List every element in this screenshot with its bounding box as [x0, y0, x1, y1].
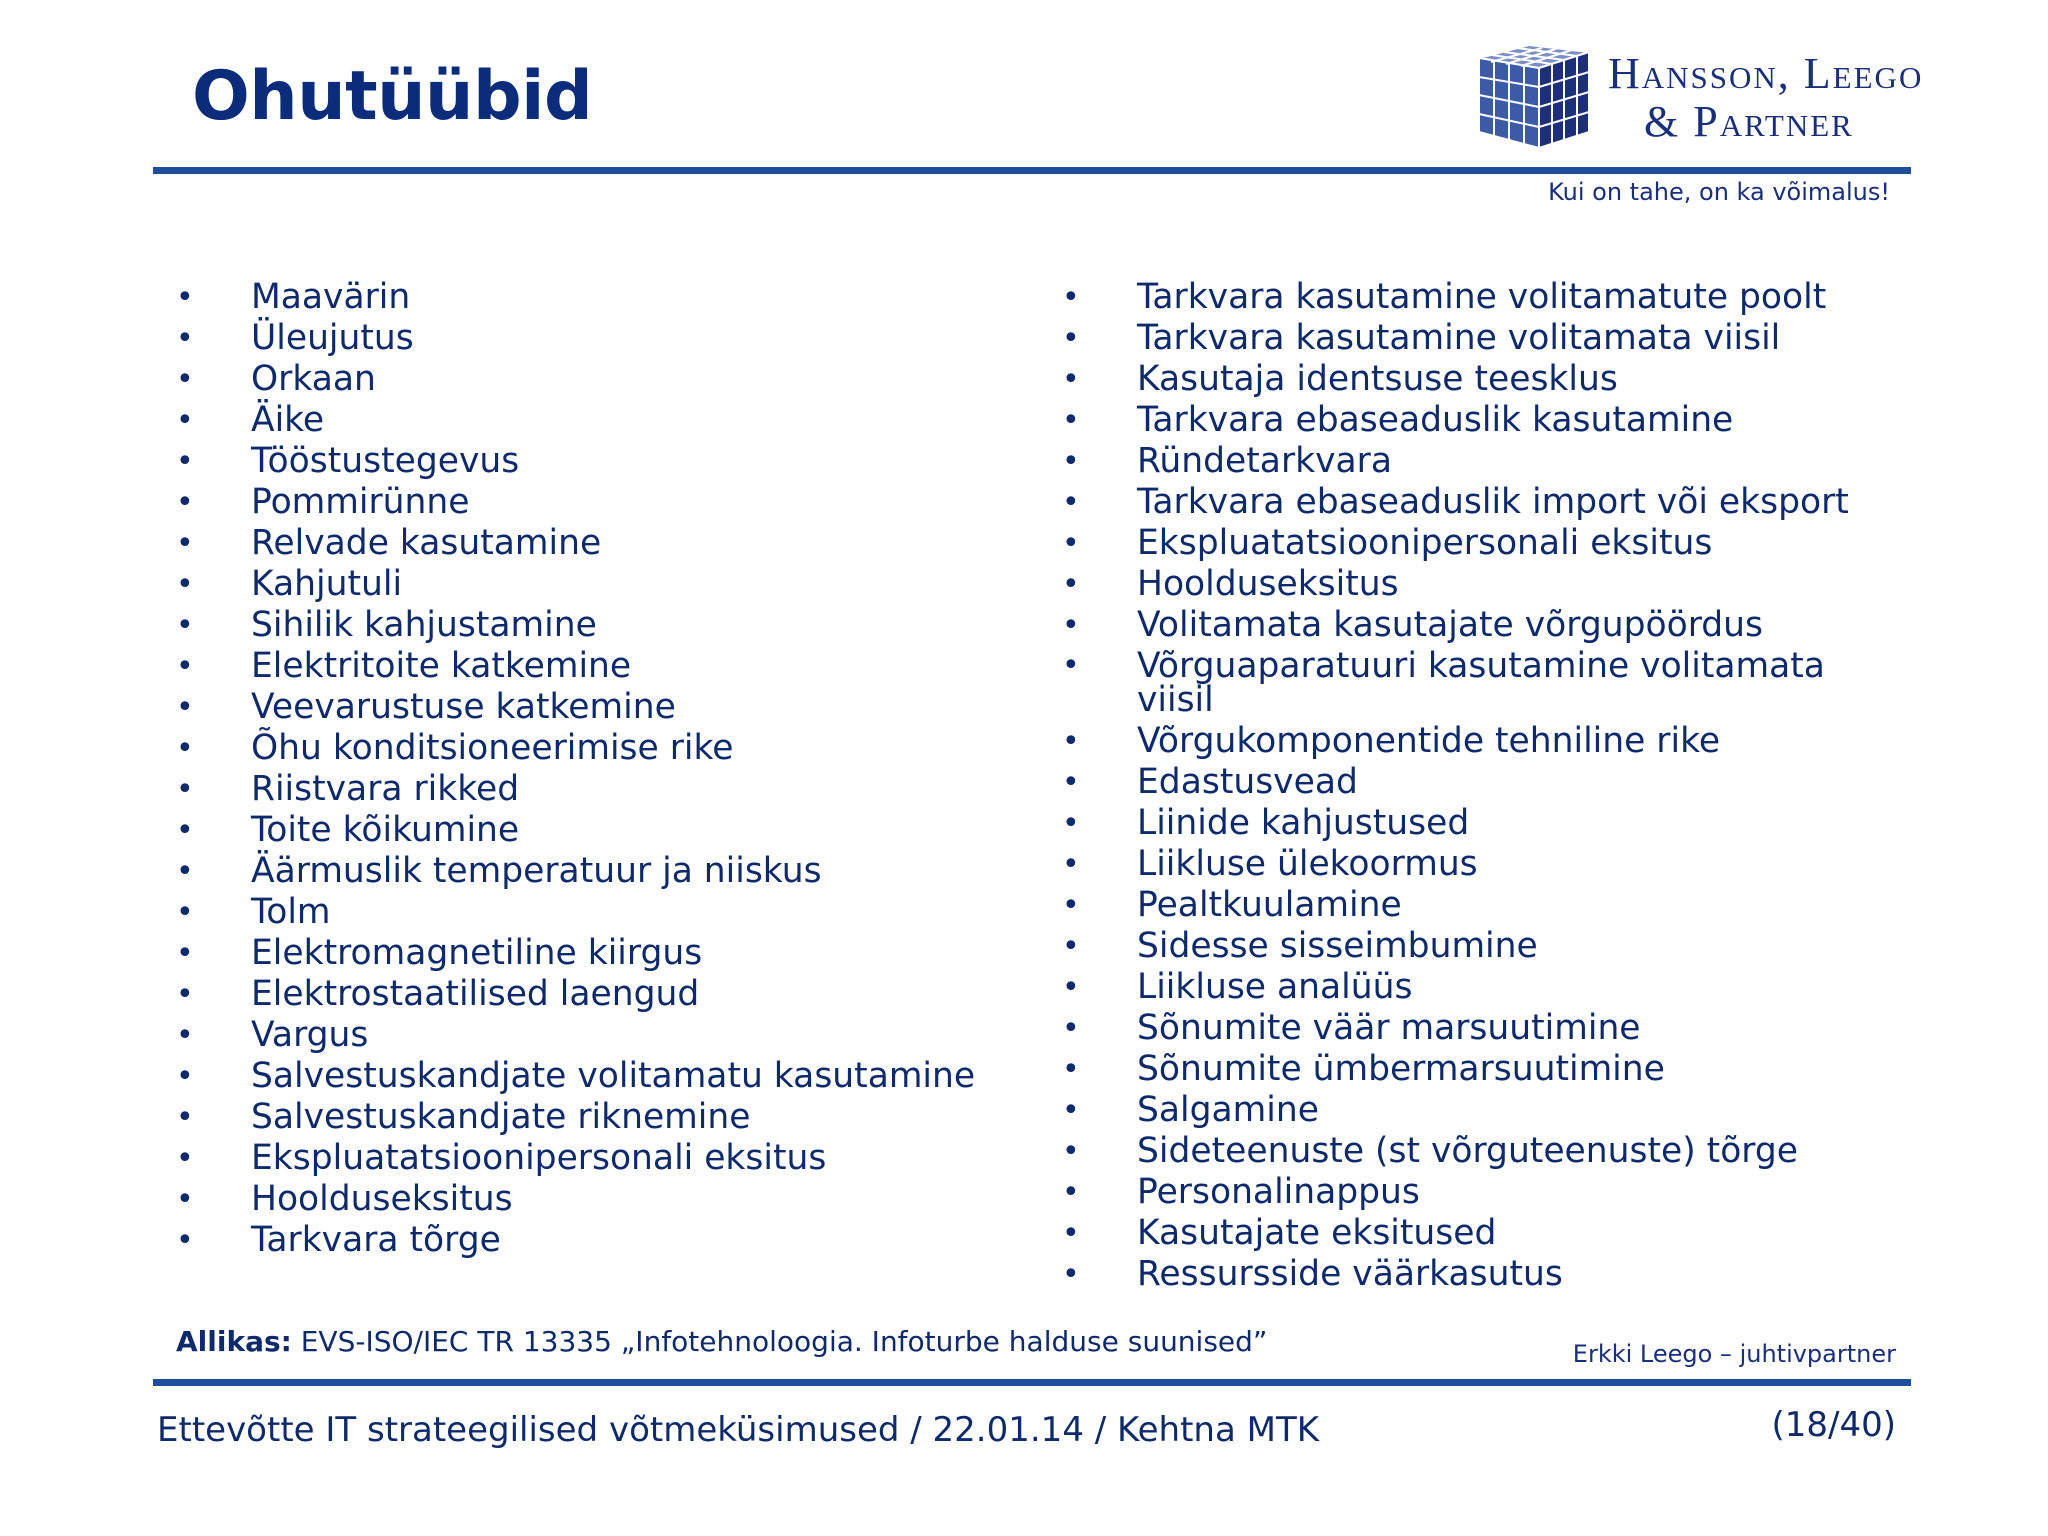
list-item [1062, 318, 1892, 359]
list-item-text: Volitamata kasutajate võrgupöördus [1137, 605, 1764, 645]
list-item-text: Toite kõikumine [251, 810, 520, 850]
bullet: • [1062, 1052, 1080, 1087]
list-item-text: Elektromagnetiline kiirgus [251, 933, 703, 973]
list-item-text: Õhu konditsioneerimise rike [251, 728, 734, 768]
list-item-text: Liikluse ülekoormus [1137, 844, 1478, 884]
list-item-text: Sihilik kahjustamine [251, 605, 597, 645]
list-item [176, 646, 1036, 687]
list-item [176, 277, 1036, 318]
list-item-text: Liikluse analüüs [1137, 967, 1413, 1007]
list-item-text: Võrguaparatuuri kasutamine volitamata viisil [1137, 646, 1825, 720]
footer-divider [153, 1379, 1911, 1386]
tagline: Kui on tahe, on ka võimalus! [1548, 178, 1890, 206]
bullet: • [1062, 1011, 1080, 1046]
list-item-text: Tarkvara kasutamine volitamatute poolt [1137, 277, 1827, 317]
list-item [1062, 721, 1892, 762]
bullet: • [176, 1018, 194, 1053]
list-item [176, 933, 1036, 974]
list-item-text: Liinide kahjustused [1137, 803, 1470, 843]
threat-list-left [176, 277, 1036, 1261]
list-item [1062, 762, 1892, 803]
list-item-text: Elektritoite katkemine [251, 646, 632, 686]
list-item [176, 1179, 1036, 1220]
bullet: • [176, 444, 194, 479]
list-item [1062, 967, 1892, 1008]
bullet: • [176, 936, 194, 971]
threat-list-right [1062, 277, 1892, 1295]
list-item-text: Kahjutuli [251, 564, 403, 604]
list-item [176, 1015, 1036, 1056]
list-item [176, 605, 1036, 646]
list-item [1062, 1090, 1892, 1131]
list-item [1062, 564, 1892, 605]
bullet: • [1062, 1257, 1080, 1292]
list-item [176, 523, 1036, 564]
bullet: • [176, 485, 194, 520]
list-item [1062, 1049, 1892, 1090]
bullet: • [176, 526, 194, 561]
bullet: • [176, 772, 194, 807]
source-text: EVS-ISO/IEC TR 13335 „Infotehnoloogia. Infoturbe halduse suunised” [291, 1325, 1268, 1358]
list-item-text: Maavärin [251, 277, 411, 317]
page-number: (18/40) [1771, 1405, 1896, 1445]
list-item [176, 400, 1036, 441]
list-item [176, 851, 1036, 892]
list-item-text: Riistvara rikked [251, 769, 520, 809]
list-item [1062, 926, 1892, 967]
bullet: • [176, 1141, 194, 1176]
list-item-text: Edastusvead [1137, 762, 1358, 802]
list-item [176, 769, 1036, 810]
list-item [1062, 1008, 1892, 1049]
list-item-text: Relvade kasutamine [251, 523, 602, 563]
bullet: • [1062, 724, 1080, 759]
list-item-text: Tarkvara tõrge [251, 1220, 501, 1260]
bullet: • [1062, 888, 1080, 923]
bullet: • [1062, 929, 1080, 964]
bullet: • [1062, 280, 1080, 315]
list-item-text: Salgamine [1137, 1090, 1319, 1130]
list-item [1062, 844, 1892, 885]
list-item [1062, 359, 1892, 400]
bullet: • [176, 731, 194, 766]
list-item [1062, 605, 1892, 646]
list-item-text: Pealtkuulamine [1137, 885, 1402, 925]
list-item-text: Ekspluatatsioonipersonali eksitus [251, 1138, 827, 1178]
bullet: • [1062, 970, 1080, 1005]
list-item [1062, 885, 1892, 926]
bullet: • [1062, 403, 1080, 438]
bullet: • [176, 690, 194, 725]
bullet: • [1062, 485, 1080, 520]
source-label: Allikas: [176, 1325, 292, 1358]
list-item [1062, 441, 1892, 482]
footer-text: Ettevõtte IT strateegilised võtmeküsimused / 22.01.14 / Kehtna MTK [157, 1410, 1320, 1450]
bullet: • [176, 813, 194, 848]
list-item-text: Kasutajate eksitused [1137, 1213, 1497, 1253]
bullet: • [1062, 1216, 1080, 1251]
list-item [176, 892, 1036, 933]
bullet: • [1062, 362, 1080, 397]
list-item [1062, 1172, 1892, 1213]
list-item-text: Hoolduseksitus [1137, 564, 1399, 604]
list-item [1062, 277, 1892, 318]
bullet: • [176, 1100, 194, 1135]
list-item [1062, 1131, 1892, 1172]
bullet: • [1062, 765, 1080, 800]
list-item-text: Elektrostaatilised laengud [251, 974, 700, 1014]
list-item-text: Ründetarkvara [1137, 441, 1392, 481]
list-item-text: Tarkvara ebaseaduslik kasutamine [1137, 400, 1734, 440]
bullet: • [176, 977, 194, 1012]
list-item [176, 1056, 1036, 1097]
list-item [176, 441, 1036, 482]
bullet: • [1062, 806, 1080, 841]
header-divider [153, 167, 1911, 174]
list-item-text: Pommirünne [251, 482, 470, 522]
list-item [1062, 482, 1892, 523]
bullet: • [1062, 567, 1080, 602]
list-item-text: Tolm [251, 892, 331, 932]
list-item [176, 359, 1036, 400]
bullet: • [176, 1182, 194, 1217]
bullet: • [176, 649, 194, 684]
list-item-text: Äike [251, 400, 325, 440]
bullet: • [176, 895, 194, 930]
list-item [176, 318, 1036, 359]
list-item [176, 810, 1036, 851]
list-item-text: Üleujutus [251, 318, 414, 358]
list-item-text: Äärmuslik temperatuur ja niiskus [251, 851, 822, 891]
list-item [1062, 803, 1892, 844]
bullet: • [1062, 1093, 1080, 1128]
bullet: • [1062, 444, 1080, 479]
logo-line-1: Hansson, Leego [1608, 49, 1924, 98]
list-item-text: Hoolduseksitus [251, 1179, 513, 1219]
list-item-text: Ekspluatatsioonipersonali eksitus [1137, 523, 1713, 563]
list-item-text: Tööstustegevus [251, 441, 520, 481]
list-item-text: Salvestuskandjate riknemine [251, 1097, 751, 1137]
list-item [176, 1220, 1036, 1261]
source-citation [176, 1325, 1267, 1358]
page-title: Ohutüübid [192, 57, 593, 136]
bullet: • [176, 1223, 194, 1258]
list-item-text: Vargus [251, 1015, 369, 1055]
bullet: • [176, 854, 194, 889]
list-item-text: Personalinappus [1137, 1172, 1420, 1212]
list-item [176, 482, 1036, 523]
list-item-text: Tarkvara kasutamine volitamata viisil [1137, 318, 1781, 358]
list-item [1062, 400, 1892, 441]
list-item [176, 1138, 1036, 1179]
company-logo-text [1608, 50, 1923, 146]
list-item-text: Kasutaja identsuse teesklus [1137, 359, 1618, 399]
list-item [1062, 646, 1892, 721]
list-item-text: Sideteenuste (st võrguteenuste) tõrge [1137, 1131, 1799, 1171]
list-item-text: Orkaan [251, 359, 376, 399]
bullet: • [1062, 608, 1080, 643]
bullet: • [1062, 648, 1080, 683]
list-item-text: Sidesse sisseimbumine [1137, 926, 1538, 966]
list-item-text: Sõnumite väär marsuutimine [1137, 1008, 1641, 1048]
bullet: • [1062, 321, 1080, 356]
bullet: • [1062, 526, 1080, 561]
list-item-text: Veevarustuse katkemine [251, 687, 676, 727]
bullet: • [1062, 847, 1080, 882]
bullet: • [176, 403, 194, 438]
list-item [176, 728, 1036, 769]
list-item-text: Sõnumite ümbermarsuutimine [1137, 1049, 1665, 1089]
bullet: • [1062, 1134, 1080, 1169]
bullet: • [176, 1059, 194, 1094]
list-item [1062, 1213, 1892, 1254]
list-item [176, 974, 1036, 1015]
bullet: • [1062, 1175, 1080, 1210]
list-item [176, 687, 1036, 728]
list-item [176, 1097, 1036, 1138]
list-item-text: Salvestuskandjate volitamatu kasutamine [251, 1056, 976, 1096]
list-item [176, 564, 1036, 605]
list-item-text: Ressursside väärkasutus [1137, 1254, 1563, 1294]
list-item [1062, 523, 1892, 564]
logo-line-2: & Partner [1644, 97, 1854, 146]
list-item-text: Võrgukomponentide tehniline rike [1137, 721, 1721, 761]
bullet: • [176, 567, 194, 602]
list-item [1062, 1254, 1892, 1295]
bullet: • [176, 321, 194, 356]
list-item-text: Tarkvara ebaseaduslik import või eksport [1137, 482, 1849, 522]
author-credit: Erkki Leego – juhtivpartner [1572, 1340, 1896, 1368]
bullet: • [176, 280, 194, 315]
bullet: • [176, 362, 194, 397]
bullet: • [176, 608, 194, 643]
